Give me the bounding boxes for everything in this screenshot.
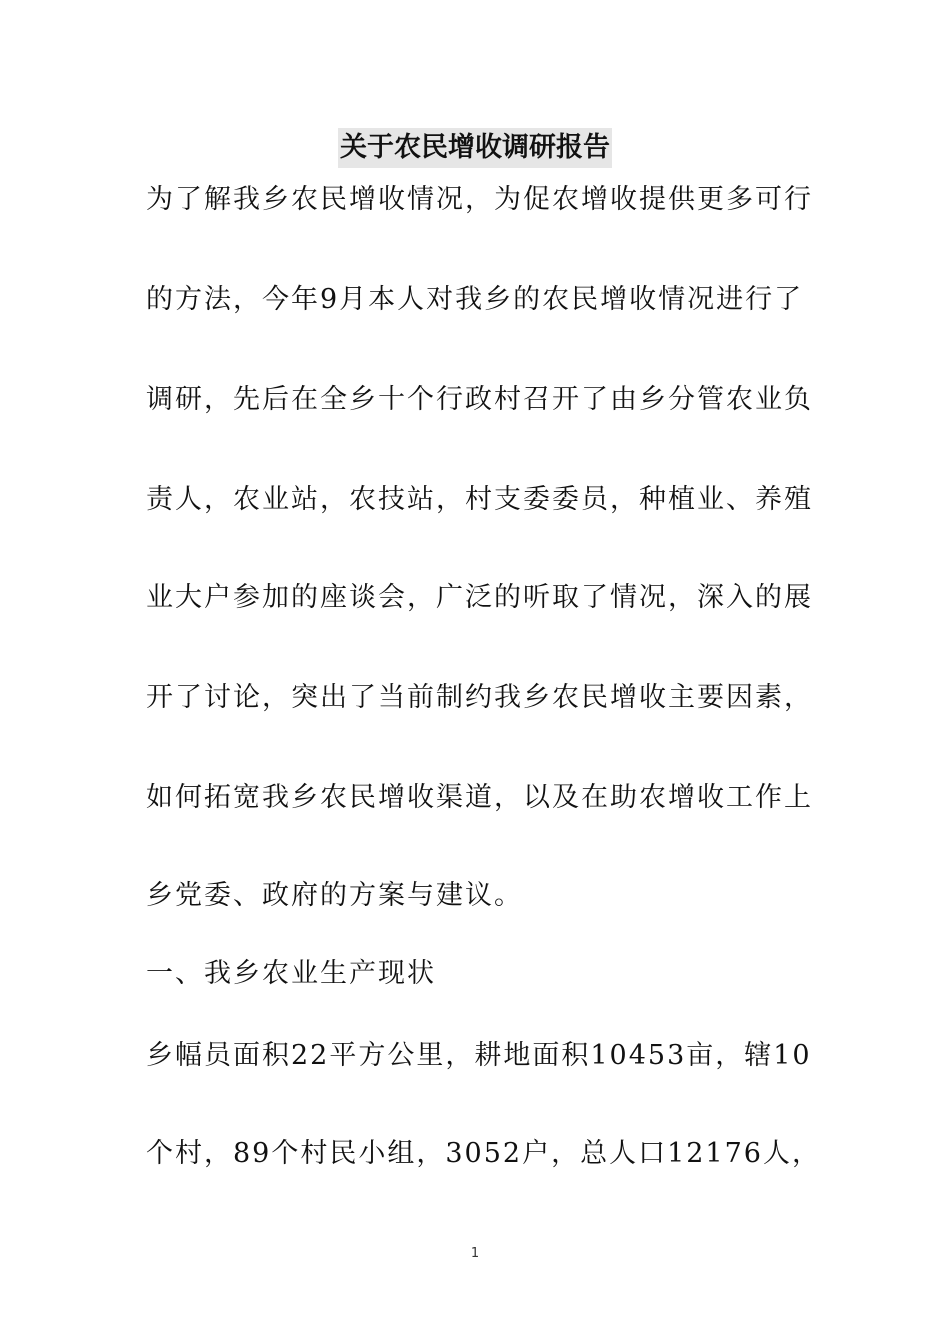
body-line-8: 乡党委、政府的方案与建议。: [146, 880, 523, 911]
body-line-2: 的方法，今年9月本人对我乡的农民增收情况进行了: [146, 284, 804, 315]
document-title: 关于农民增收调研报告: [338, 128, 612, 168]
body-line-1: 为了解我乡农民增收情况，为促农增收提供更多可行: [146, 184, 813, 215]
page-number: 1: [470, 1246, 480, 1261]
body-line-10: 个村，89个村民小组，3052户，总人口12176人，: [146, 1138, 821, 1169]
body-line-6: 开了讨论，突出了当前制约我乡农民增收主要因素，: [146, 682, 813, 713]
body-line-7: 如何拓宽我乡农民增收渠道，以及在助农增收工作上: [146, 782, 813, 813]
body-line-4: 责人，农业站，农技站，村支委委员，种植业、养殖: [146, 484, 813, 515]
body-line-3: 调研，先后在全乡十个行政村召开了由乡分管农业负: [146, 384, 813, 415]
body-line-9: 乡幅员面积22平方公里，耕地面积10453亩，辖10: [146, 1040, 812, 1071]
body-line-5: 业大户参加的座谈会，广泛的听取了情况，深入的展: [146, 582, 813, 613]
title-container: [0, 128, 950, 168]
section-heading: 一、我乡农业生产现状: [146, 958, 436, 989]
